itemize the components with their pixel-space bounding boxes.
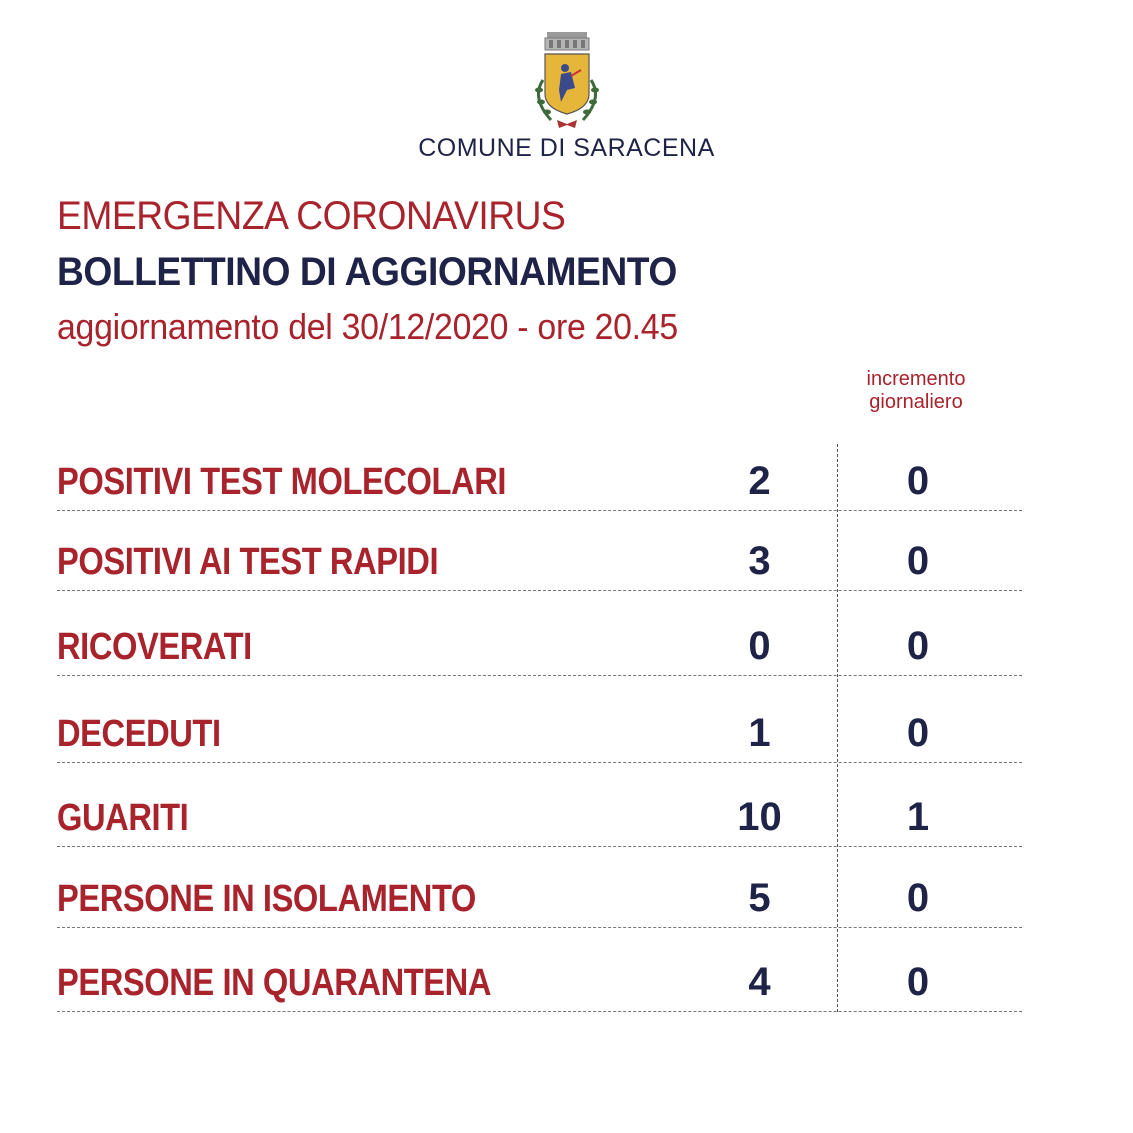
table-row [57, 424, 1022, 511]
row-increment: 0 [906, 711, 930, 755]
row-label: POSITIVI TEST MOLECOLARI [57, 461, 507, 503]
row-label: RICOVERATI [57, 626, 252, 668]
row-value: 4 [748, 960, 771, 1004]
table-row [57, 589, 1022, 676]
municipality-name: COMUNE DI SARACENA [418, 134, 715, 162]
row-value: 2 [748, 459, 771, 503]
row-value: 10 [737, 795, 782, 839]
row-increment: 0 [906, 960, 930, 1004]
title-bulletin: BOLLETTINO DI AGGIORNAMENTO [57, 250, 677, 294]
row-increment: 1 [906, 795, 930, 839]
row-label: POSITIVI AI TEST RAPIDI [57, 541, 439, 583]
row-label: PERSONE IN QUARANTENA [57, 962, 492, 1004]
update-timestamp: aggiornamento del 30/12/2020 - ore 20.45 [57, 306, 678, 347]
table-row [57, 841, 1022, 928]
table-row [57, 925, 1022, 1012]
increment-column-header: incremento giornaliero [866, 368, 966, 413]
title-emergency: EMERGENZA CORONAVIRUS [57, 194, 566, 238]
row-increment: 0 [906, 876, 930, 920]
row-increment: 0 [906, 624, 930, 668]
row-value: 1 [748, 711, 771, 755]
table-row [57, 760, 1022, 847]
row-value: 5 [748, 876, 771, 920]
row-increment: 0 [906, 459, 930, 503]
table-row [57, 676, 1022, 763]
table-row [57, 504, 1022, 591]
row-value: 3 [748, 539, 771, 583]
row-increment: 0 [906, 539, 930, 583]
row-label: DECEDUTI [57, 713, 221, 755]
row-label: GUARITI [57, 797, 189, 839]
row-value: 0 [748, 624, 771, 668]
coat-of-arms-icon [525, 30, 609, 132]
row-label: PERSONE IN ISOLAMENTO [57, 878, 476, 920]
